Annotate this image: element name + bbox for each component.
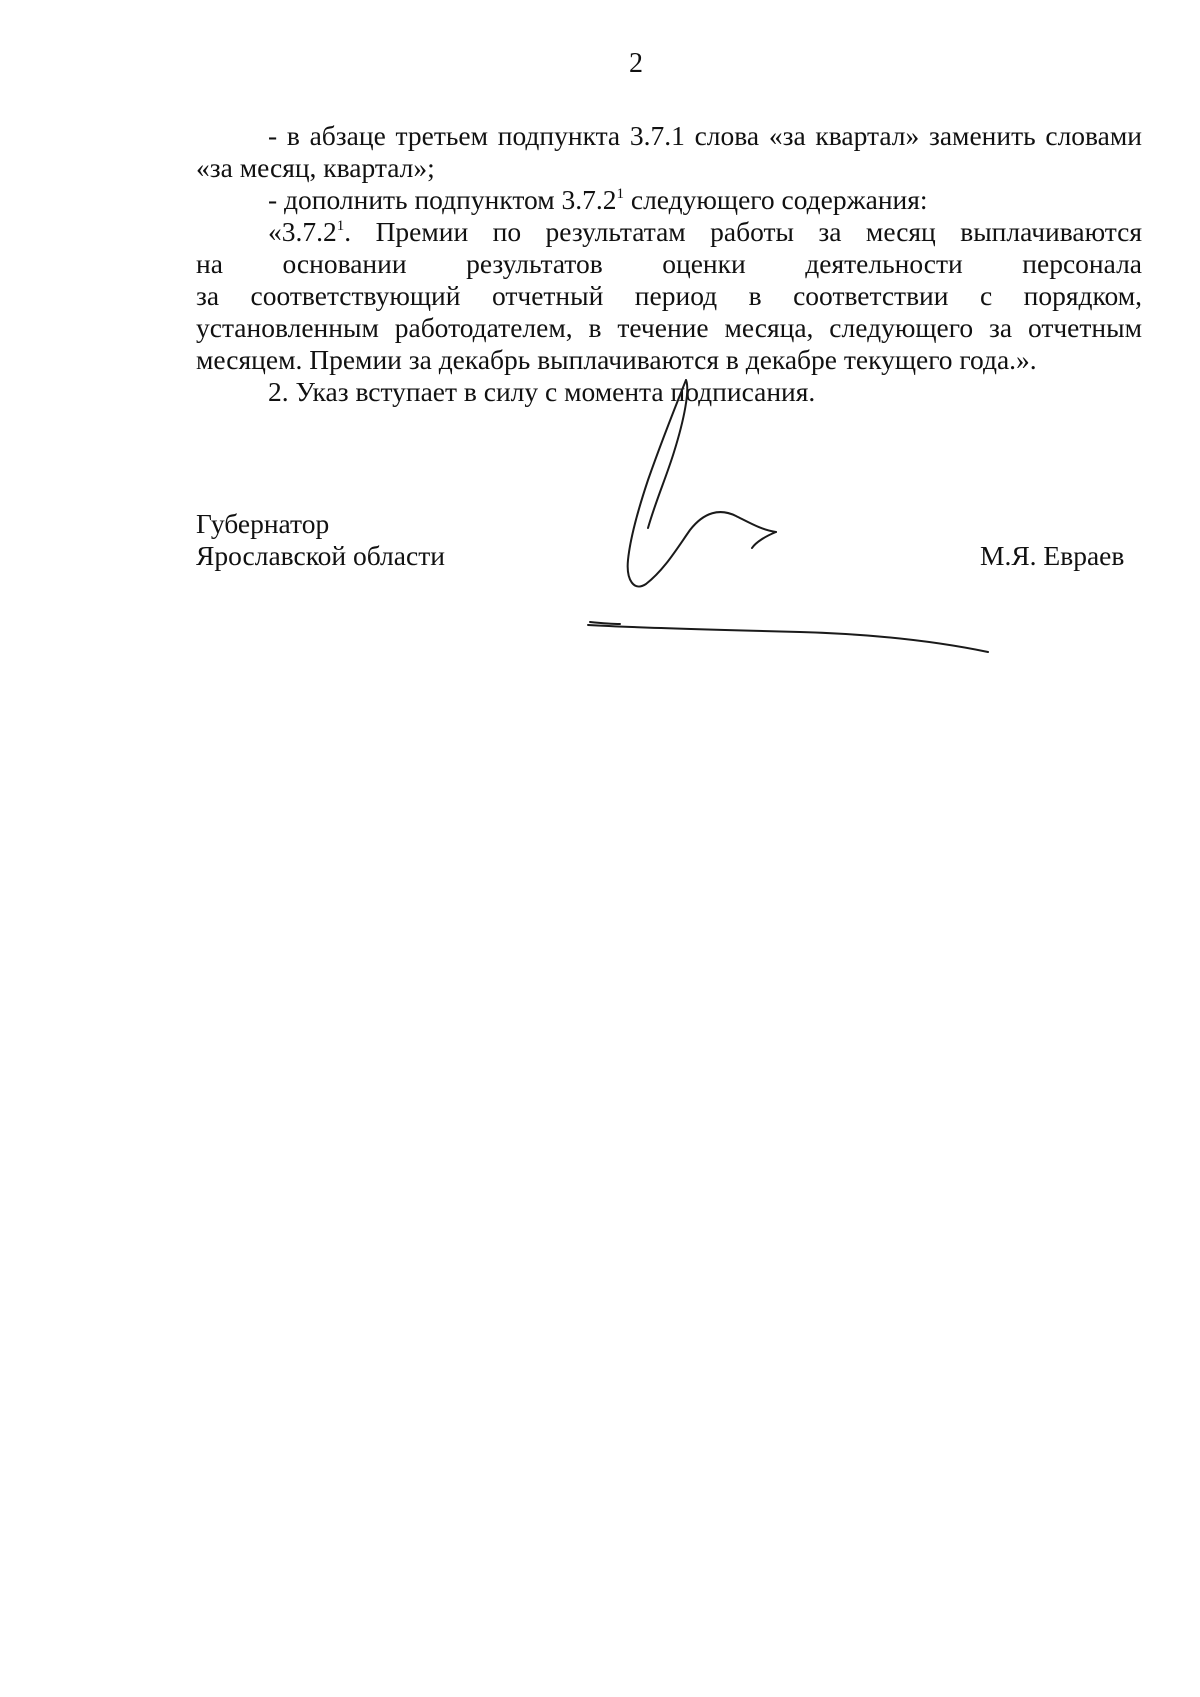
quoted-clause-line-1-text: . Премии по результатам работы за месяц выплачиваются	[344, 216, 1142, 247]
page-number: 2	[629, 48, 643, 79]
paragraph-amendment-1: - в абзаце третьем подпункта 3.7.1 слова «за квартал» заменить словами «за месяц, квартал»;	[196, 120, 1142, 183]
signatory-region: Ярославской области	[196, 540, 445, 571]
signatory-title	[196, 508, 445, 572]
superscript-index: 1	[616, 186, 624, 202]
signatory-position: Губернатор	[196, 508, 330, 539]
quoted-clause-line-2: на основании результатов оценки деятельности персонала	[196, 248, 1142, 279]
quoted-clause-line-4: установленным работодателем, в течение месяца, следующего за отчетным	[196, 312, 1142, 343]
quoted-clause-line-3: за соответствующий отчетный период в соответствии с порядком,	[196, 280, 1142, 311]
quoted-clause-number: «3.7.2	[268, 216, 337, 247]
quoted-clause	[196, 216, 1142, 376]
superscript-index: 1	[336, 218, 345, 234]
quoted-clause-line-1	[196, 216, 1142, 248]
paragraph-amendment-2-text: - дополнить подпунктом 3.7.2	[268, 184, 617, 215]
handwritten-signature	[580, 360, 1040, 660]
paragraph-amendment-2-tail: следующего содержания:	[623, 184, 928, 215]
quoted-clause-line-5: месяцем. Премии за декабрь выплачиваются в декабре текущего года.».	[196, 344, 1037, 375]
paragraph-amendment-2	[196, 184, 1142, 216]
signatory-name: М.Я. Евраев	[980, 540, 1125, 571]
paragraph-effective-date: 2. Указ вступает в силу с момента подписания.	[268, 376, 816, 407]
